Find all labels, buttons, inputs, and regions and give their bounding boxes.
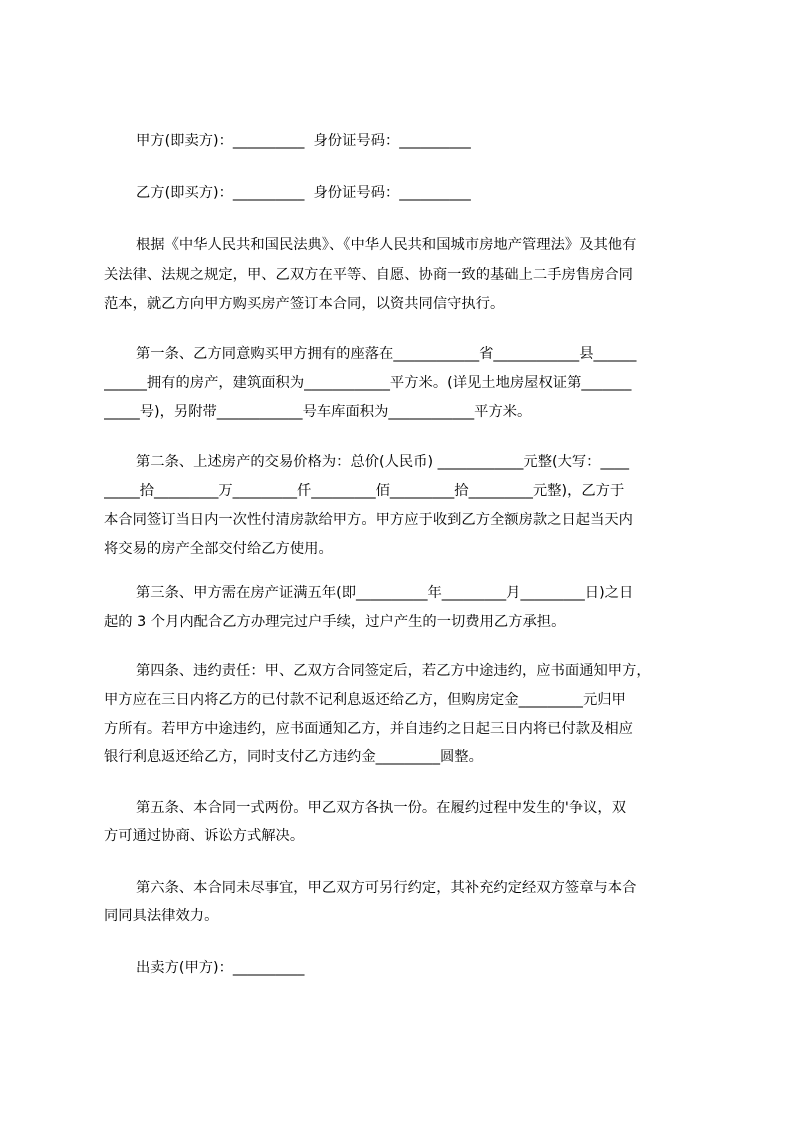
preamble-line-2: 关法律、法规之规定，甲、乙双方在平等、自愿、协商一致的基础上二手房售房合同 <box>104 267 633 283</box>
article-2-line-2: _____拾_________万_________仟_________佰_________拾_________元整)，乙方于 <box>104 483 625 499</box>
article-3-line-1: 第三条、甲方需在房产证满五年(即__________年_________月_________日)之日 <box>136 585 634 601</box>
article-4-line-3: 方所有。若甲方中途违约，应书面通知乙方，并自违约之日起三日内将已付款及相应 <box>104 721 633 737</box>
article-6-line-2: 同同具法律效力。 <box>104 908 219 924</box>
preamble-line-3: 范本，就乙方向甲方购买房产签订本合同，以资共同信守执行。 <box>104 296 505 312</box>
article-4-line-2: 甲方应在三日内将乙方的已付款不记利息返还给乙方，但购房定金_________元归甲 <box>104 692 626 708</box>
article-6-line-1: 第六条、本合同未尽事宜，甲乙双方可另行约定，其补充约定经双方签章与本合 <box>136 880 637 896</box>
article-1-line-2: ______拥有的房产，建筑面积为____________平方米。(详见土地房屋权证第_______ <box>104 375 632 391</box>
preamble-line-1: 根据《中华人民共和国民法典》、《中华人民共和国城市房地产管理法》及其他有 <box>136 237 637 253</box>
party-b-line: 乙方(即买方)：__________ 身份证号码：__________ <box>136 185 471 201</box>
article-1-line-1: 第一条、乙方同意购买甲方拥有的座落在____________省____________县______ <box>136 346 637 362</box>
article-2-line-4: 将交易的房产全部交付给乙方使用。 <box>104 541 333 557</box>
article-5-line-1: 第五条、本合同一式两份。甲乙双方各执一份。在履约过程中发生的'争议，双 <box>136 800 627 816</box>
article-5-line-2: 方可通过协商、诉讼方式解决。 <box>104 828 305 844</box>
article-3-line-2: 起的 3 个月内配合乙方办理完过户手续，过户产生的一切费用乙方承担。 <box>104 614 566 630</box>
seller-signature-line: 出卖方(甲方)：__________ <box>136 960 305 976</box>
article-1-line-3: _____号)，另附带____________号车库面积为____________平方米。 <box>104 404 532 420</box>
article-4-line-4: 银行利息返还给乙方，同时支付乙方违约金_________圆整。 <box>104 749 483 765</box>
article-2-line-1: 第二条、上述房产的交易价格为：总价(人民币) ____________元整(大写：____ <box>136 454 630 470</box>
article-2-line-3: 本合同签订当日内一次性付清房款给甲方。甲方应于收到乙方全额房款之日起当天内 <box>104 512 633 528</box>
article-4-line-1: 第四条、违约责任：甲、乙双方合同签定后，若乙方中途违约，应书面通知甲方， <box>136 663 651 679</box>
party-a-line: 甲方(即卖方)：__________ 身份证号码：__________ <box>136 133 471 149</box>
